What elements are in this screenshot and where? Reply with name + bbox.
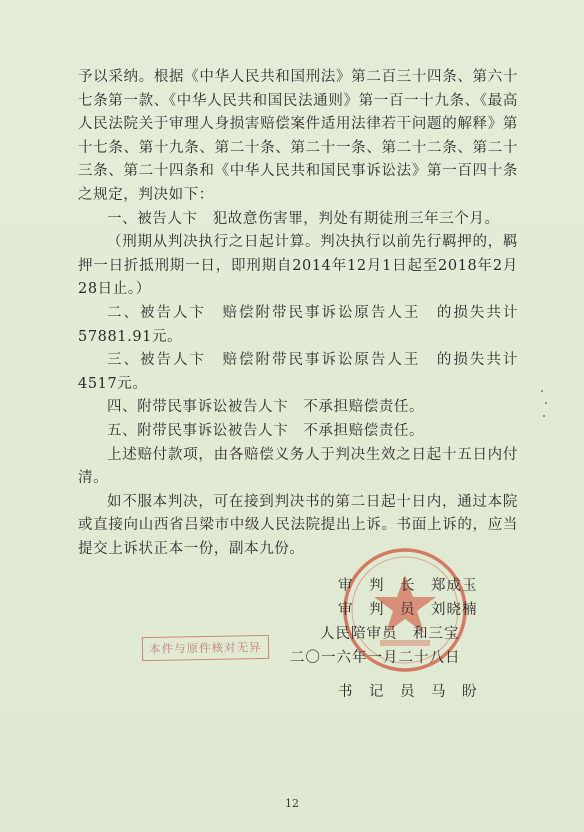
verification-stamp: 本件与原件核对无异 xyxy=(142,635,269,661)
paragraph-ruling-3: 三、被告人卞 赔偿附带民事诉讼原告人王 的损失共计4517元。 xyxy=(78,352,518,392)
clerk-signature: 书 记 员 马 盼 xyxy=(338,684,478,700)
judgment-date: 二〇一六年一月二十八日 xyxy=(290,650,461,666)
presiding-judge-signature: 审 判 长 郑成玉 xyxy=(338,578,478,594)
scan-speck xyxy=(543,415,545,417)
paragraph-ruling-1: 一、被告人卞 犯故意伤害罪，判处有期徒刑三年三个月。 xyxy=(107,210,500,227)
paragraph-sentence-term: （刑期从判决执行之日起计算。判决执行以前先行羁押的，羁押一日折抵刑期一日，即刑期自2014年12月1日起至2018年2月28日止。） xyxy=(78,234,518,298)
judgment-body xyxy=(78,66,518,561)
paragraph-legal-basis: 予以采纳。根据《中华人民共和国刑法》第二百三十四条、第六十七条第一款、《中华人民共和国民法通则》第一百一十九条、《最高人民法院关于审理人身损害赔偿案件适用法律若干问题的解释》第十七条、第十九条、第二十条、第二十一条、第二十二条、第二十三条、第二十四条和《中华人民共和国民事诉讼法》第一百四十条之规定，判决如下： xyxy=(78,69,518,203)
paragraph-ruling-4: 四、附带民事诉讼被告人卞 不承担赔偿责任。 xyxy=(107,399,425,416)
paragraph-appeal: 如不服本判决，可在接到判决书的第二日起十日内，通过本院或直接向山西省吕梁市中级人民法院提出上诉。书面上诉的，应当提交上诉状正本一份，副本九份。 xyxy=(78,493,518,557)
juror-signature: 人民陪审员 和三宝 xyxy=(320,626,460,642)
paragraph-ruling-5: 五、附带民事诉讼被告人卞 不承担赔偿责任。 xyxy=(107,422,425,439)
scan-speck xyxy=(545,402,547,404)
paragraph-ruling-2: 二、被告人卞 赔偿附带民事诉讼原告人王 的损失共计57881.91元。 xyxy=(78,304,518,345)
paragraph-payment-deadline: 上述赔付款项，由各赔偿义务人于判决生效之日起十五日内付清。 xyxy=(78,446,518,487)
judge-signature: 审 判 员 刘晓楠 xyxy=(338,602,478,618)
page-number: 12 xyxy=(285,797,299,810)
scan-speck xyxy=(541,390,543,392)
